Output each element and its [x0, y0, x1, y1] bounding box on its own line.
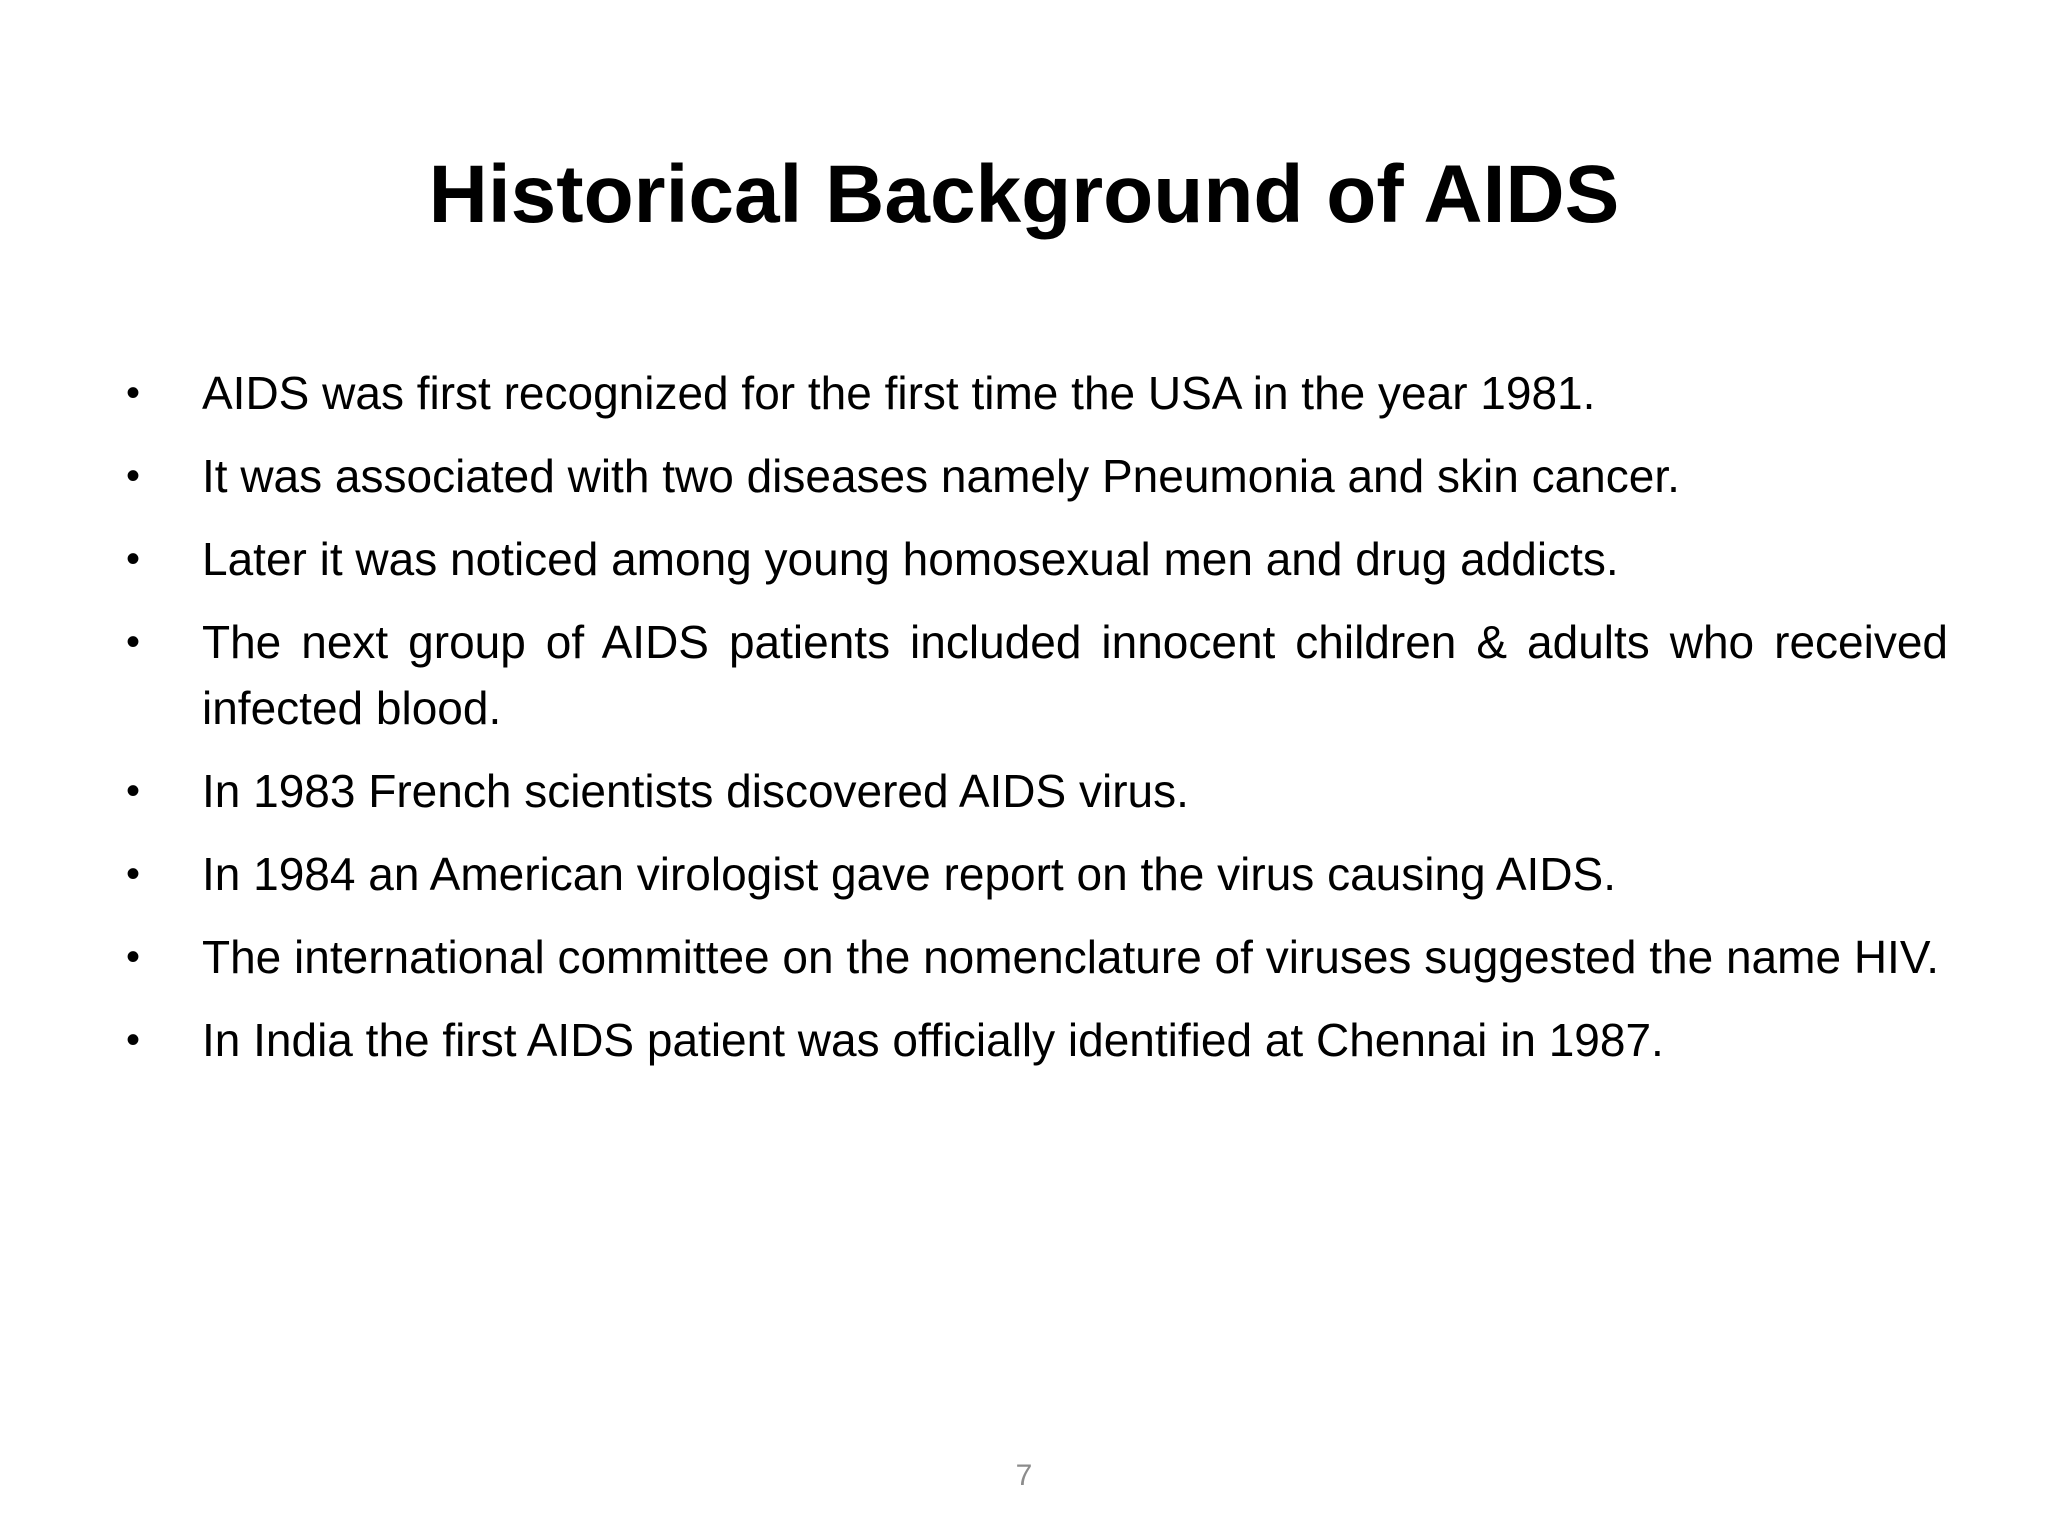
bullet-icon: •: [126, 454, 141, 498]
bullet-icon: •: [126, 537, 141, 581]
bullet-icon: •: [126, 1018, 141, 1062]
bullet-item: [120, 758, 1948, 824]
bullet-text: Later it was noticed among young homosexual men and drug addicts.: [202, 533, 1619, 585]
bullet-item: [120, 526, 1948, 592]
bullet-item: [120, 1007, 1948, 1073]
bullet-item: [120, 360, 1948, 426]
bullet-icon: •: [126, 371, 141, 415]
bullet-icon: •: [126, 769, 141, 813]
bullet-icon: •: [126, 620, 141, 664]
page-number: 7: [1015, 1459, 1033, 1492]
bullet-item: [120, 841, 1948, 907]
bullet-text: In 1983 French scientists discovered AIDS virus.: [202, 765, 1189, 817]
bullet-text: The next group of AIDS patients included innocent children & adults who received infected blood.: [202, 616, 1948, 734]
bullet-text: In India the first AIDS patient was officially identified at Chennai in 1987.: [202, 1014, 1664, 1066]
slide-title: Historical Background of AIDS: [428, 149, 1620, 240]
bullet-text: It was associated with two diseases namely Pneumonia and skin cancer.: [202, 450, 1680, 502]
bullet-icon: •: [126, 852, 141, 896]
bullet-item: [120, 609, 1948, 741]
bullet-icon: •: [126, 935, 141, 979]
bullet-item: [120, 443, 1948, 509]
bullet-text: In 1984 an American virologist gave report on the virus causing AIDS.: [202, 848, 1617, 900]
bullet-text: The international committee on the nomenclature of viruses suggested the name HIV.: [202, 931, 1940, 983]
bullet-item: [120, 924, 1948, 990]
bullet-list: [120, 360, 1948, 1073]
bullet-text: AIDS was first recognized for the first time the USA in the year 1981.: [202, 367, 1596, 419]
